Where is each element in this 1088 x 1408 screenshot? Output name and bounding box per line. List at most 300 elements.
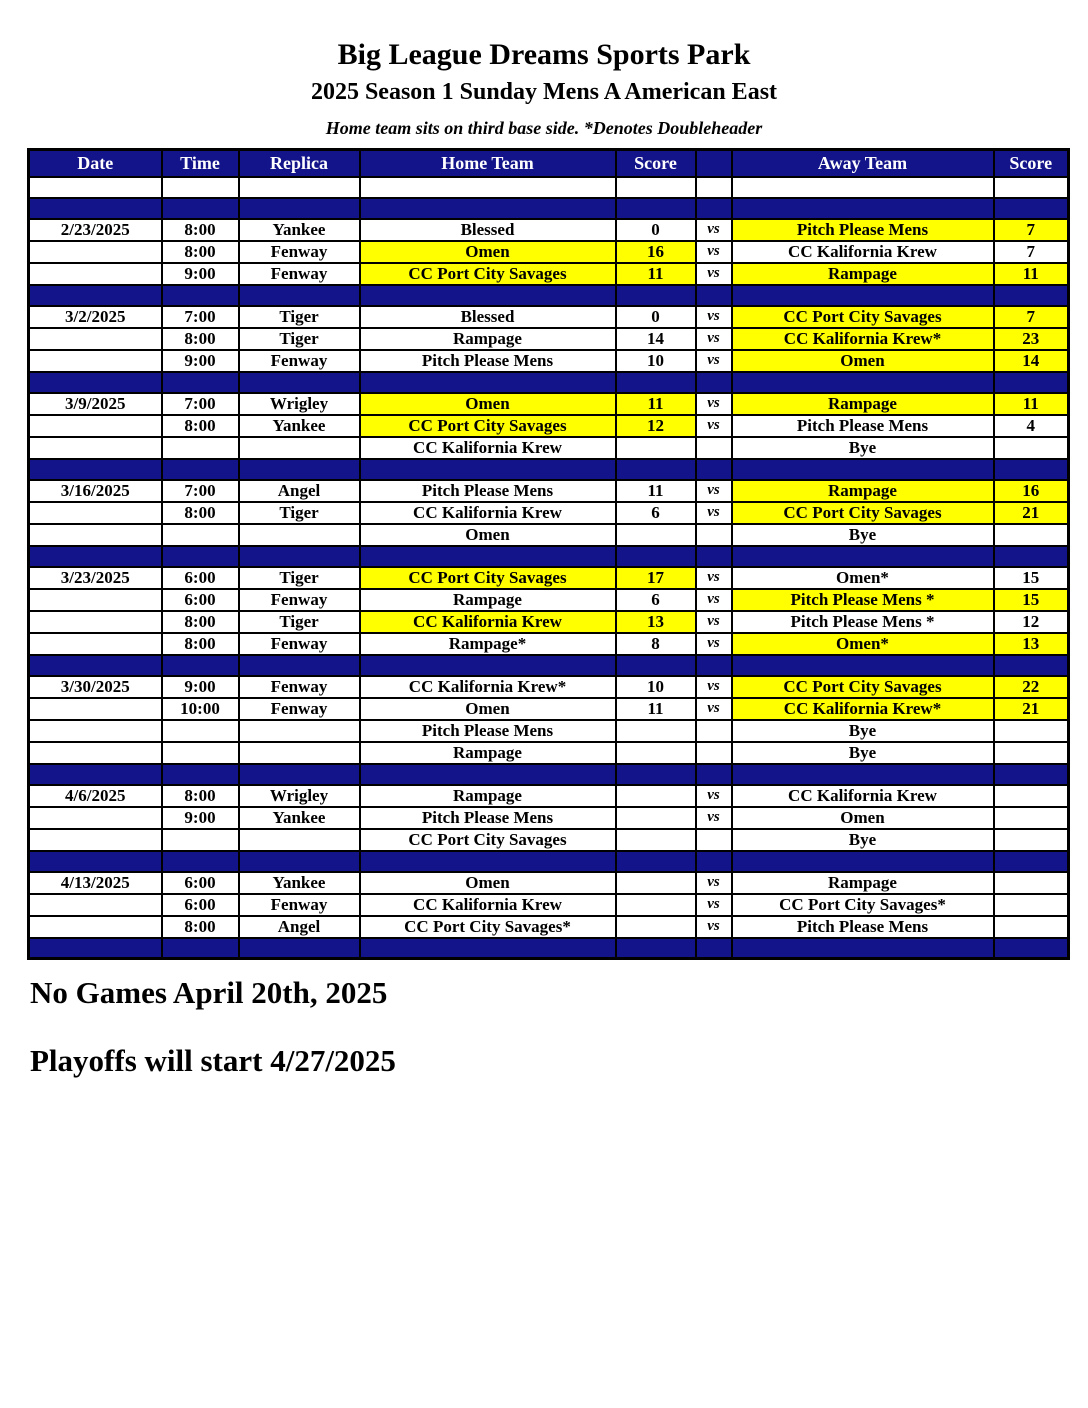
- away-team-cell: CC Kalifornia Krew*: [732, 698, 994, 720]
- replica-cell: Fenway: [239, 894, 360, 916]
- game-row: [29, 393, 1069, 415]
- vs-cell: vs: [696, 393, 732, 415]
- time-cell: [162, 285, 239, 306]
- home-score-cell: 16: [616, 241, 696, 263]
- vs-cell: [696, 764, 732, 785]
- replica-cell: Fenway: [239, 263, 360, 285]
- game-row: [29, 785, 1069, 807]
- schedule-table-body: [29, 177, 1069, 959]
- away-score-cell: [994, 807, 1069, 829]
- home-team-cell: Omen: [360, 241, 616, 263]
- date-cell: [29, 546, 162, 567]
- home-team-cell: CC Kalifornia Krew: [360, 611, 616, 633]
- vs-cell: vs: [696, 263, 732, 285]
- away-team-cell: Pitch Please Mens: [732, 219, 994, 241]
- vs-cell: vs: [696, 241, 732, 263]
- home-score-cell: [616, 894, 696, 916]
- date-cell: [29, 502, 162, 524]
- replica-cell: Yankee: [239, 219, 360, 241]
- time-cell: [162, 764, 239, 785]
- replica-cell: Fenway: [239, 589, 360, 611]
- bye-row: [29, 742, 1069, 764]
- time-cell: 9:00: [162, 676, 239, 698]
- away-score-cell: [994, 872, 1069, 894]
- home-team-cell: CC Port City Savages: [360, 263, 616, 285]
- replica-cell: [239, 372, 360, 393]
- replica-cell: Angel: [239, 916, 360, 938]
- vs-cell: [696, 742, 732, 764]
- away-score-cell: 23: [994, 328, 1069, 350]
- vs-cell: [696, 829, 732, 851]
- home-score-cell: [616, 459, 696, 480]
- game-row: [29, 241, 1069, 263]
- vs-cell: vs: [696, 698, 732, 720]
- game-row: [29, 872, 1069, 894]
- replica-cell: [239, 285, 360, 306]
- home-team-cell: Omen: [360, 524, 616, 546]
- replica-cell: [239, 524, 360, 546]
- replica-cell: Fenway: [239, 633, 360, 655]
- away-team-cell: CC Kalifornia Krew: [732, 241, 994, 263]
- replica-cell: Tiger: [239, 328, 360, 350]
- header-cell-vs: [696, 150, 732, 177]
- home-score-cell: [616, 851, 696, 872]
- time-cell: [162, 851, 239, 872]
- home-score-cell: 10: [616, 676, 696, 698]
- vs-cell: vs: [696, 676, 732, 698]
- bye-row: [29, 524, 1069, 546]
- date-cell: [29, 698, 162, 720]
- date-cell: [29, 764, 162, 785]
- date-cell: [29, 241, 162, 263]
- replica-cell: Tiger: [239, 567, 360, 589]
- time-cell: [162, 437, 239, 459]
- game-row: [29, 894, 1069, 916]
- vs-cell: vs: [696, 306, 732, 328]
- home-score-cell: [616, 372, 696, 393]
- sep-row: [29, 198, 1069, 219]
- away-team-cell: CC Kalifornia Krew*: [732, 328, 994, 350]
- away-score-cell: 11: [994, 393, 1069, 415]
- date-cell: [29, 894, 162, 916]
- home-score-cell: 8: [616, 633, 696, 655]
- game-row: [29, 502, 1069, 524]
- time-cell: [162, 720, 239, 742]
- page-subtitle: 2025 Season 1 Sunday Mens A American East: [310, 79, 778, 105]
- vs-cell: vs: [696, 633, 732, 655]
- home-team-cell: Rampage: [360, 589, 616, 611]
- replica-cell: [239, 437, 360, 459]
- date-cell: [29, 177, 162, 198]
- date-cell: [29, 524, 162, 546]
- home-score-cell: [616, 872, 696, 894]
- home-score-cell: [616, 546, 696, 567]
- replica-cell: Yankee: [239, 807, 360, 829]
- away-score-cell: [994, 894, 1069, 916]
- home-team-cell: Omen: [360, 872, 616, 894]
- time-cell: 9:00: [162, 350, 239, 372]
- away-score-cell: 13: [994, 633, 1069, 655]
- home-score-cell: 11: [616, 480, 696, 502]
- sep-row: [29, 459, 1069, 480]
- away-score-cell: 7: [994, 241, 1069, 263]
- replica-cell: Yankee: [239, 872, 360, 894]
- away-team-cell: Bye: [732, 437, 994, 459]
- away-team-cell: [732, 655, 994, 676]
- header-cell-time: Time: [162, 150, 239, 177]
- home-score-cell: 6: [616, 502, 696, 524]
- game-row: [29, 219, 1069, 241]
- vs-cell: [696, 546, 732, 567]
- replica-cell: [239, 938, 360, 959]
- home-score-cell: 12: [616, 415, 696, 437]
- replica-cell: [239, 720, 360, 742]
- replica-cell: Wrigley: [239, 393, 360, 415]
- away-score-cell: [994, 177, 1069, 198]
- away-team-cell: Bye: [732, 829, 994, 851]
- game-row: [29, 350, 1069, 372]
- time-cell: [162, 177, 239, 198]
- time-cell: 8:00: [162, 328, 239, 350]
- replica-cell: Fenway: [239, 241, 360, 263]
- away-score-cell: 11: [994, 263, 1069, 285]
- home-score-cell: 11: [616, 263, 696, 285]
- replica-cell: Wrigley: [239, 785, 360, 807]
- away-score-cell: [994, 459, 1069, 480]
- home-team-cell: [360, 764, 616, 785]
- time-cell: 7:00: [162, 393, 239, 415]
- away-team-cell: [732, 764, 994, 785]
- home-team-cell: CC Kalifornia Krew*: [360, 676, 616, 698]
- away-score-cell: 16: [994, 480, 1069, 502]
- home-team-cell: Omen: [360, 698, 616, 720]
- date-cell: [29, 415, 162, 437]
- replica-cell: [239, 459, 360, 480]
- vs-cell: vs: [696, 328, 732, 350]
- home-score-cell: 11: [616, 698, 696, 720]
- away-score-cell: [994, 938, 1069, 959]
- playoffs-note: Playoffs will start 4/27/2025: [30, 1043, 396, 1079]
- home-team-cell: CC Port City Savages: [360, 415, 616, 437]
- date-cell: 4/13/2025: [29, 872, 162, 894]
- away-team-cell: [732, 285, 994, 306]
- home-team-cell: Omen: [360, 393, 616, 415]
- date-cell: [29, 655, 162, 676]
- date-cell: [29, 589, 162, 611]
- away-score-cell: [994, 372, 1069, 393]
- away-team-cell: Rampage: [732, 263, 994, 285]
- replica-cell: [239, 177, 360, 198]
- time-cell: [162, 742, 239, 764]
- sep-row: [29, 546, 1069, 567]
- date-cell: [29, 328, 162, 350]
- game-row: [29, 415, 1069, 437]
- home-team-cell: [360, 285, 616, 306]
- vs-cell: vs: [696, 502, 732, 524]
- replica-cell: [239, 764, 360, 785]
- header-cell-replica: Replica: [239, 150, 360, 177]
- home-score-cell: 0: [616, 219, 696, 241]
- away-score-cell: 4: [994, 415, 1069, 437]
- home-team-cell: Rampage*: [360, 633, 616, 655]
- time-cell: 6:00: [162, 872, 239, 894]
- away-team-cell: Omen*: [732, 633, 994, 655]
- away-team-cell: Bye: [732, 524, 994, 546]
- home-team-cell: Blessed: [360, 306, 616, 328]
- replica-cell: Tiger: [239, 306, 360, 328]
- away-score-cell: 15: [994, 589, 1069, 611]
- home-team-cell: Blessed: [360, 219, 616, 241]
- replica-cell: Fenway: [239, 698, 360, 720]
- replica-cell: Tiger: [239, 502, 360, 524]
- away-score-cell: [994, 829, 1069, 851]
- sep-row: [29, 372, 1069, 393]
- vs-cell: vs: [696, 350, 732, 372]
- date-cell: [29, 720, 162, 742]
- sep-row: [29, 938, 1069, 959]
- home-team-cell: Pitch Please Mens: [360, 807, 616, 829]
- away-team-cell: [732, 851, 994, 872]
- away-team-cell: Omen: [732, 807, 994, 829]
- home-team-cell: [360, 177, 616, 198]
- date-cell: 4/6/2025: [29, 785, 162, 807]
- time-cell: 10:00: [162, 698, 239, 720]
- vs-cell: [696, 198, 732, 219]
- away-team-cell: CC Kalifornia Krew: [732, 785, 994, 807]
- replica-cell: Fenway: [239, 350, 360, 372]
- home-score-cell: 10: [616, 350, 696, 372]
- time-cell: 8:00: [162, 916, 239, 938]
- home-team-cell: [360, 459, 616, 480]
- away-score-cell: [994, 916, 1069, 938]
- game-row: [29, 633, 1069, 655]
- game-row: [29, 807, 1069, 829]
- header-cell-home-team: Home Team: [360, 150, 616, 177]
- date-cell: [29, 916, 162, 938]
- away-team-cell: Rampage: [732, 480, 994, 502]
- home-score-cell: [616, 916, 696, 938]
- home-team-cell: Rampage: [360, 328, 616, 350]
- away-team-cell: [732, 938, 994, 959]
- time-cell: [162, 459, 239, 480]
- game-row: [29, 698, 1069, 720]
- vs-cell: [696, 851, 732, 872]
- home-team-cell: Pitch Please Mens: [360, 720, 616, 742]
- away-score-cell: [994, 785, 1069, 807]
- home-score-cell: [616, 198, 696, 219]
- home-score-cell: [616, 655, 696, 676]
- vs-cell: [696, 938, 732, 959]
- page-title: Big League Dreams Sports Park: [337, 38, 751, 71]
- home-team-cell: CC Kalifornia Krew: [360, 502, 616, 524]
- time-cell: 8:00: [162, 502, 239, 524]
- home-score-cell: [616, 177, 696, 198]
- replica-cell: Yankee: [239, 415, 360, 437]
- header-cell-away-score: Score: [994, 150, 1069, 177]
- away-team-cell: [732, 372, 994, 393]
- time-cell: 8:00: [162, 219, 239, 241]
- time-cell: 6:00: [162, 589, 239, 611]
- header-cell-date: Date: [29, 150, 162, 177]
- away-score-cell: 15: [994, 567, 1069, 589]
- replica-cell: [239, 655, 360, 676]
- vs-cell: vs: [696, 785, 732, 807]
- home-score-cell: [616, 785, 696, 807]
- time-cell: [162, 546, 239, 567]
- time-cell: [162, 524, 239, 546]
- date-cell: [29, 459, 162, 480]
- home-score-cell: 17: [616, 567, 696, 589]
- bye-row: [29, 720, 1069, 742]
- home-score-cell: 13: [616, 611, 696, 633]
- time-cell: 7:00: [162, 306, 239, 328]
- away-score-cell: [994, 655, 1069, 676]
- away-score-cell: [994, 198, 1069, 219]
- header-cell-away-team: Away Team: [732, 150, 994, 177]
- sep-row: [29, 285, 1069, 306]
- game-row: [29, 589, 1069, 611]
- date-cell: 3/2/2025: [29, 306, 162, 328]
- home-team-cell: Pitch Please Mens: [360, 480, 616, 502]
- time-cell: [162, 655, 239, 676]
- time-cell: 8:00: [162, 241, 239, 263]
- away-team-cell: Omen: [732, 350, 994, 372]
- time-cell: [162, 372, 239, 393]
- home-score-cell: 0: [616, 306, 696, 328]
- away-team-cell: Pitch Please Mens: [732, 415, 994, 437]
- home-team-cell: [360, 198, 616, 219]
- home-score-cell: [616, 524, 696, 546]
- home-team-cell: CC Kalifornia Krew: [360, 894, 616, 916]
- empty-row: [29, 177, 1069, 198]
- vs-cell: [696, 372, 732, 393]
- vs-cell: vs: [696, 807, 732, 829]
- time-cell: 8:00: [162, 611, 239, 633]
- replica-cell: [239, 851, 360, 872]
- home-score-cell: 14: [616, 328, 696, 350]
- vs-cell: [696, 459, 732, 480]
- time-cell: 8:00: [162, 633, 239, 655]
- game-row: [29, 611, 1069, 633]
- date-cell: [29, 851, 162, 872]
- home-team-cell: [360, 372, 616, 393]
- replica-cell: Angel: [239, 480, 360, 502]
- replica-cell: Tiger: [239, 611, 360, 633]
- home-team-cell: Rampage: [360, 785, 616, 807]
- home-score-cell: [616, 720, 696, 742]
- vs-cell: [696, 177, 732, 198]
- header-cell-home-score: Score: [616, 150, 696, 177]
- date-cell: [29, 633, 162, 655]
- time-cell: 9:00: [162, 807, 239, 829]
- away-score-cell: 7: [994, 306, 1069, 328]
- sep-row: [29, 851, 1069, 872]
- away-team-cell: Rampage: [732, 393, 994, 415]
- away-score-cell: [994, 742, 1069, 764]
- game-row: [29, 916, 1069, 938]
- date-cell: [29, 350, 162, 372]
- home-score-cell: [616, 807, 696, 829]
- vs-cell: [696, 720, 732, 742]
- away-score-cell: [994, 764, 1069, 785]
- away-score-cell: [994, 546, 1069, 567]
- away-team-cell: CC Port City Savages: [732, 676, 994, 698]
- date-cell: [29, 437, 162, 459]
- date-cell: [29, 372, 162, 393]
- home-team-cell: CC Port City Savages: [360, 567, 616, 589]
- home-score-cell: [616, 742, 696, 764]
- vs-cell: [696, 437, 732, 459]
- home-team-cell: [360, 546, 616, 567]
- time-cell: 8:00: [162, 415, 239, 437]
- home-score-cell: [616, 764, 696, 785]
- replica-cell: Fenway: [239, 676, 360, 698]
- date-cell: [29, 807, 162, 829]
- replica-cell: [239, 742, 360, 764]
- vs-cell: vs: [696, 415, 732, 437]
- home-score-cell: 11: [616, 393, 696, 415]
- date-cell: [29, 829, 162, 851]
- away-team-cell: [732, 198, 994, 219]
- date-cell: [29, 263, 162, 285]
- away-team-cell: CC Port City Savages: [732, 306, 994, 328]
- away-score-cell: [994, 437, 1069, 459]
- schedule-table: [27, 148, 1070, 960]
- game-row: [29, 567, 1069, 589]
- game-row: [29, 480, 1069, 502]
- vs-cell: [696, 655, 732, 676]
- home-score-cell: [616, 285, 696, 306]
- time-cell: [162, 829, 239, 851]
- game-row: [29, 306, 1069, 328]
- date-cell: [29, 285, 162, 306]
- table-header-row: [29, 150, 1069, 177]
- game-row: [29, 676, 1069, 698]
- away-score-cell: [994, 720, 1069, 742]
- away-team-cell: [732, 459, 994, 480]
- sep-row: [29, 764, 1069, 785]
- home-team-cell: CC Kalifornia Krew: [360, 437, 616, 459]
- vs-cell: [696, 285, 732, 306]
- game-row: [29, 328, 1069, 350]
- vs-cell: vs: [696, 567, 732, 589]
- home-team-cell: CC Port City Savages: [360, 829, 616, 851]
- replica-cell: [239, 546, 360, 567]
- home-team-cell: [360, 938, 616, 959]
- game-row: [29, 263, 1069, 285]
- vs-cell: [696, 524, 732, 546]
- time-cell: 6:00: [162, 567, 239, 589]
- away-team-cell: Omen*: [732, 567, 994, 589]
- away-score-cell: 21: [994, 698, 1069, 720]
- away-team-cell: [732, 546, 994, 567]
- home-team-cell: [360, 851, 616, 872]
- date-cell: 3/16/2025: [29, 480, 162, 502]
- home-score-cell: [616, 437, 696, 459]
- time-cell: 9:00: [162, 263, 239, 285]
- home-score-cell: [616, 829, 696, 851]
- time-cell: [162, 198, 239, 219]
- away-team-cell: Pitch Please Mens *: [732, 611, 994, 633]
- home-team-cell: Rampage: [360, 742, 616, 764]
- vs-cell: vs: [696, 480, 732, 502]
- date-cell: 3/9/2025: [29, 393, 162, 415]
- away-score-cell: 12: [994, 611, 1069, 633]
- date-cell: [29, 198, 162, 219]
- time-cell: 8:00: [162, 785, 239, 807]
- bye-row: [29, 437, 1069, 459]
- away-team-cell: CC Port City Savages: [732, 502, 994, 524]
